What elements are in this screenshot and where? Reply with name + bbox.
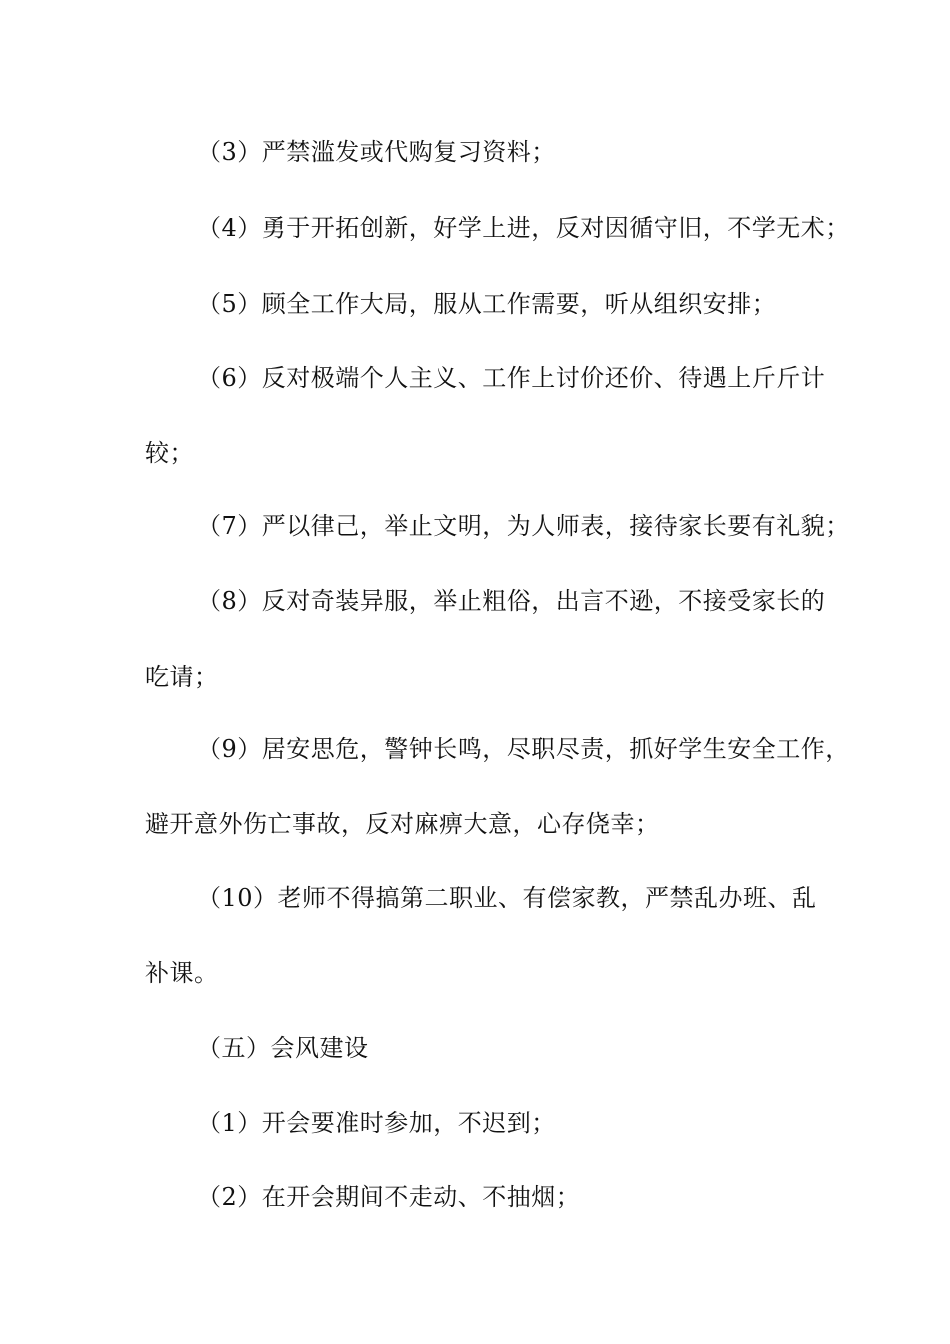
item-10-continuation: 补课。 — [145, 959, 219, 987]
section-5-heading: （五）会风建设 — [197, 1034, 369, 1062]
section-5-item-2: （2）在开会期间不走动、不抽烟； — [197, 1183, 581, 1211]
item-3-text: （3）严禁滥发或代购复习资料； — [197, 138, 556, 166]
item-6-continuation: 较； — [145, 439, 194, 467]
section-5-item-1: （1）开会要准时参加，不迟到； — [197, 1109, 556, 1137]
item-8-continuation: 吃请； — [145, 663, 219, 691]
item-9-text: （9）居安思危，警钟长鸣，尽职尽责，抓好学生安全工作， — [197, 735, 850, 763]
item-7-text: （7）严以律己，举止文明，为人师表，接待家长要有礼貌； — [197, 512, 850, 540]
item-8-text: （8）反对奇装异服，举止粗俗，出言不逊，不接受家长的 — [197, 587, 826, 615]
item-9-continuation: 避开意外伤亡事故，反对麻痹大意，心存侥幸； — [145, 810, 660, 838]
item-10-text: （10）老师不得搞第二职业、有偿家教，严禁乱办班、乱 — [197, 884, 817, 912]
item-6-text: （6）反对极端个人主义、工作上讨价还价、待遇上斤斤计 — [197, 364, 826, 392]
item-5-text: （5）顾全工作大局，服从工作需要，听从组织安排； — [197, 290, 777, 318]
item-4-text: （4）勇于开拓创新，好学上进，反对因循守旧，不学无术； — [197, 214, 850, 242]
